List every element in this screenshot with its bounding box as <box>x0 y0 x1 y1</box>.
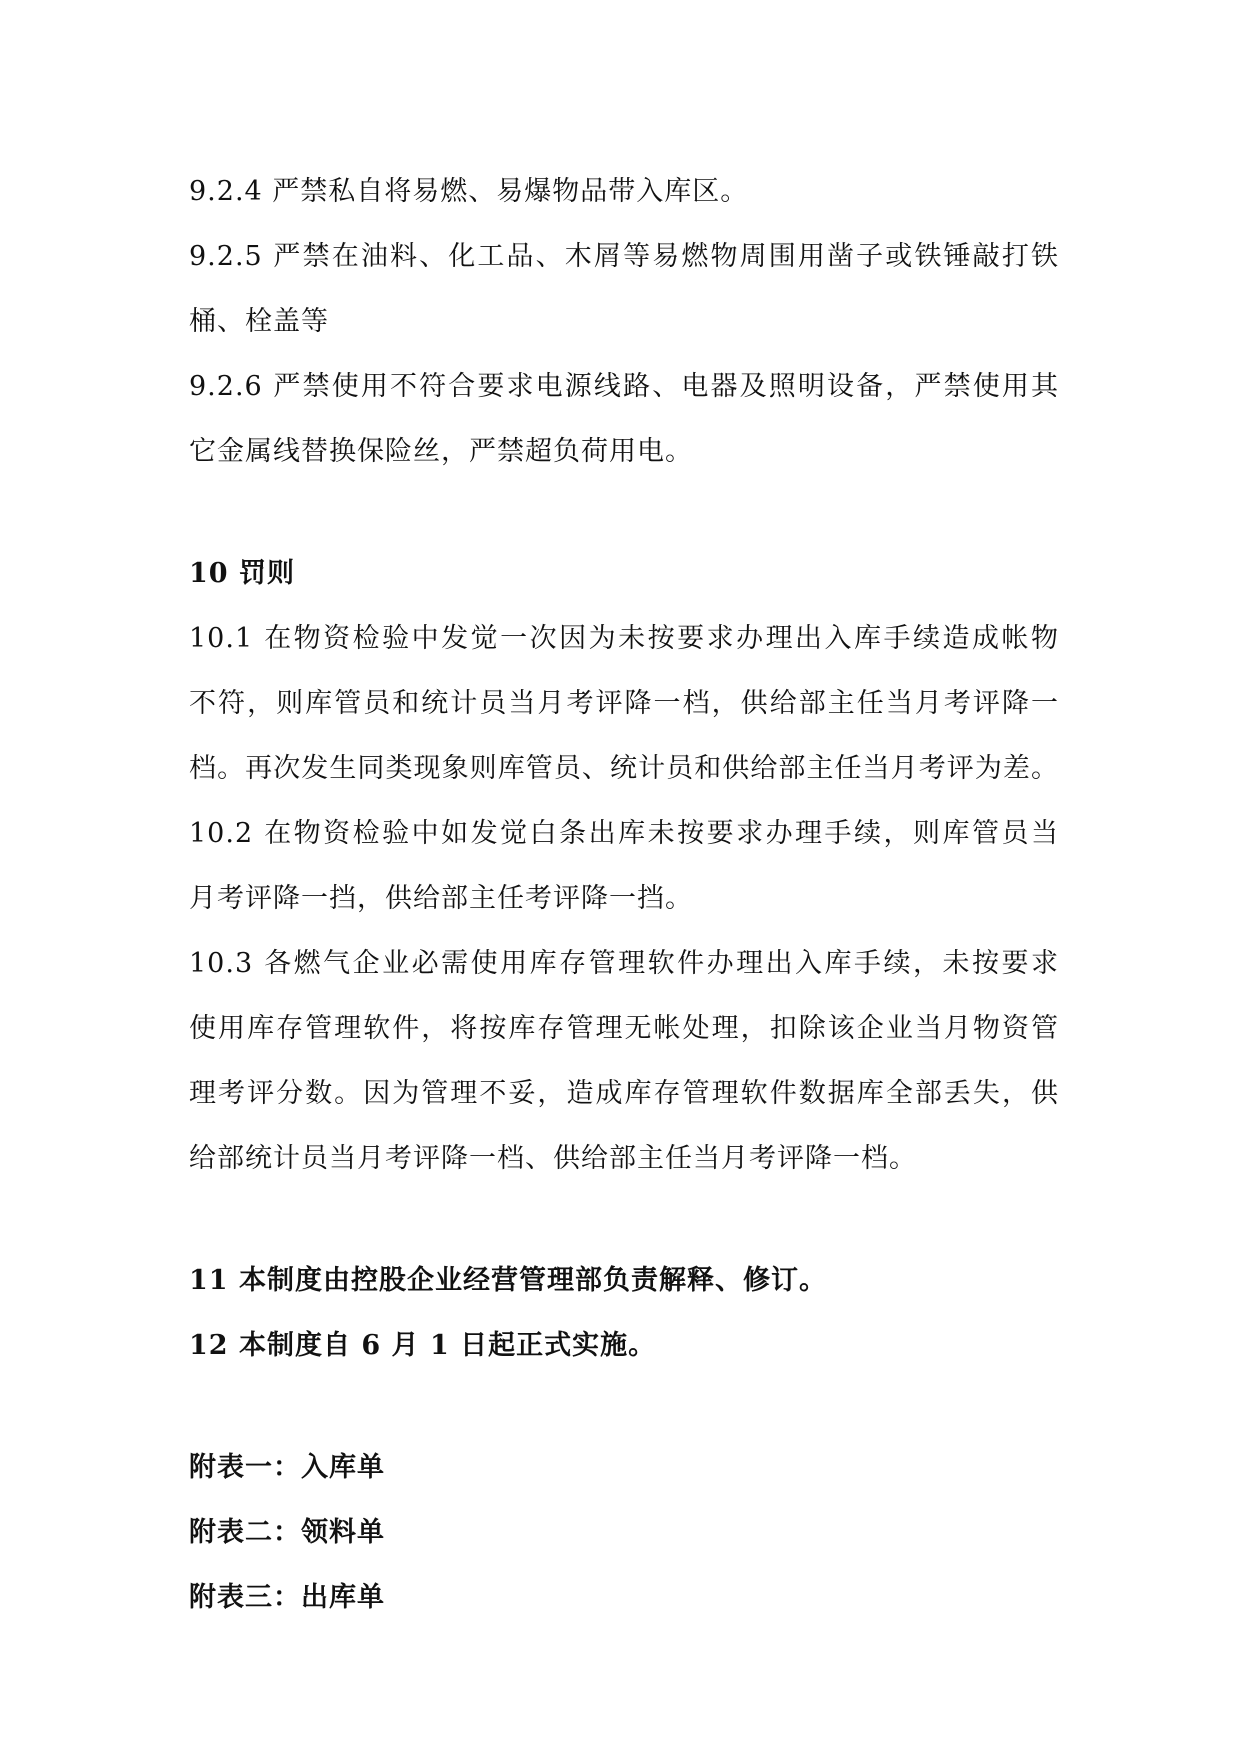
clause-9-2-6-line-2: 它金属线替换保险丝，严禁超负荷用电。 <box>189 436 693 467</box>
appendix-list <box>189 1435 1059 1630</box>
clause-10-2-line-1: 10.2 在物资检验中如发觉白条出库未按要求办理手续，则库管员当 <box>189 818 1059 849</box>
clause-10-3-line-3: 理考评分数。因为管理不妥，造成库存管理软件数据库全部丢失，供 <box>189 1078 1059 1109</box>
section-10 <box>189 541 1059 1191</box>
clause-10-3-line-2: 使用库存管理软件，将按库存管理无帐处理，扣除该企业当月物资管 <box>189 1013 1059 1044</box>
clause-9-2-4: 9.2.4 严禁私自将易燃、易爆物品带入库区。 <box>189 176 749 207</box>
clause-9-2-6-line-1: 9.2.6 严禁使用不符合要求电源线路、电器及照明设备，严禁使用其 <box>189 371 1059 402</box>
sections-11-12 <box>189 1248 1059 1378</box>
section-9-continued <box>189 159 1059 484</box>
document-body <box>189 159 1059 1630</box>
clause-10-2-line-2: 月考评降一挡，供给部主任考评降一挡。 <box>189 883 693 914</box>
clause-10-3-line-4: 给部统计员当月考评降一档、供给部主任当月考评降一档。 <box>189 1143 917 1174</box>
clause-10-1-line-3: 档。再次发生同类现象则库管员、统计员和供给部主任当月考评为差。 <box>189 753 1059 784</box>
section-12: 12 本制度自 6 月 1 日起正式实施。 <box>189 1330 657 1361</box>
clause-10-3-line-1: 10.3 各燃气企业必需使用库存管理软件办理出入库手续，未按要求 <box>189 948 1059 979</box>
appendix-item-3: 附表三：出库单 <box>189 1582 385 1613</box>
section-10-heading: 10 罚则 <box>189 558 295 589</box>
clause-9-2-5-line-1: 9.2.5 严禁在油料、化工品、木屑等易燃物周围用凿子或铁锤敲打铁 <box>189 241 1059 272</box>
appendix-item-1: 附表一：入库单 <box>189 1452 385 1483</box>
clause-9-2-5-line-2: 桶、栓盖等 <box>189 306 329 337</box>
clause-10-1-line-2: 不符，则库管员和统计员当月考评降一档，供给部主任当月考评降一 <box>189 688 1059 719</box>
appendix-item-2: 附表二：领料单 <box>189 1517 385 1548</box>
clause-10-1-line-1: 10.1 在物资检验中发觉一次因为未按要求办理出入库手续造成帐物 <box>189 623 1059 654</box>
section-11: 11 本制度由控股企业经营管理部负责解释、修订。 <box>189 1265 827 1296</box>
